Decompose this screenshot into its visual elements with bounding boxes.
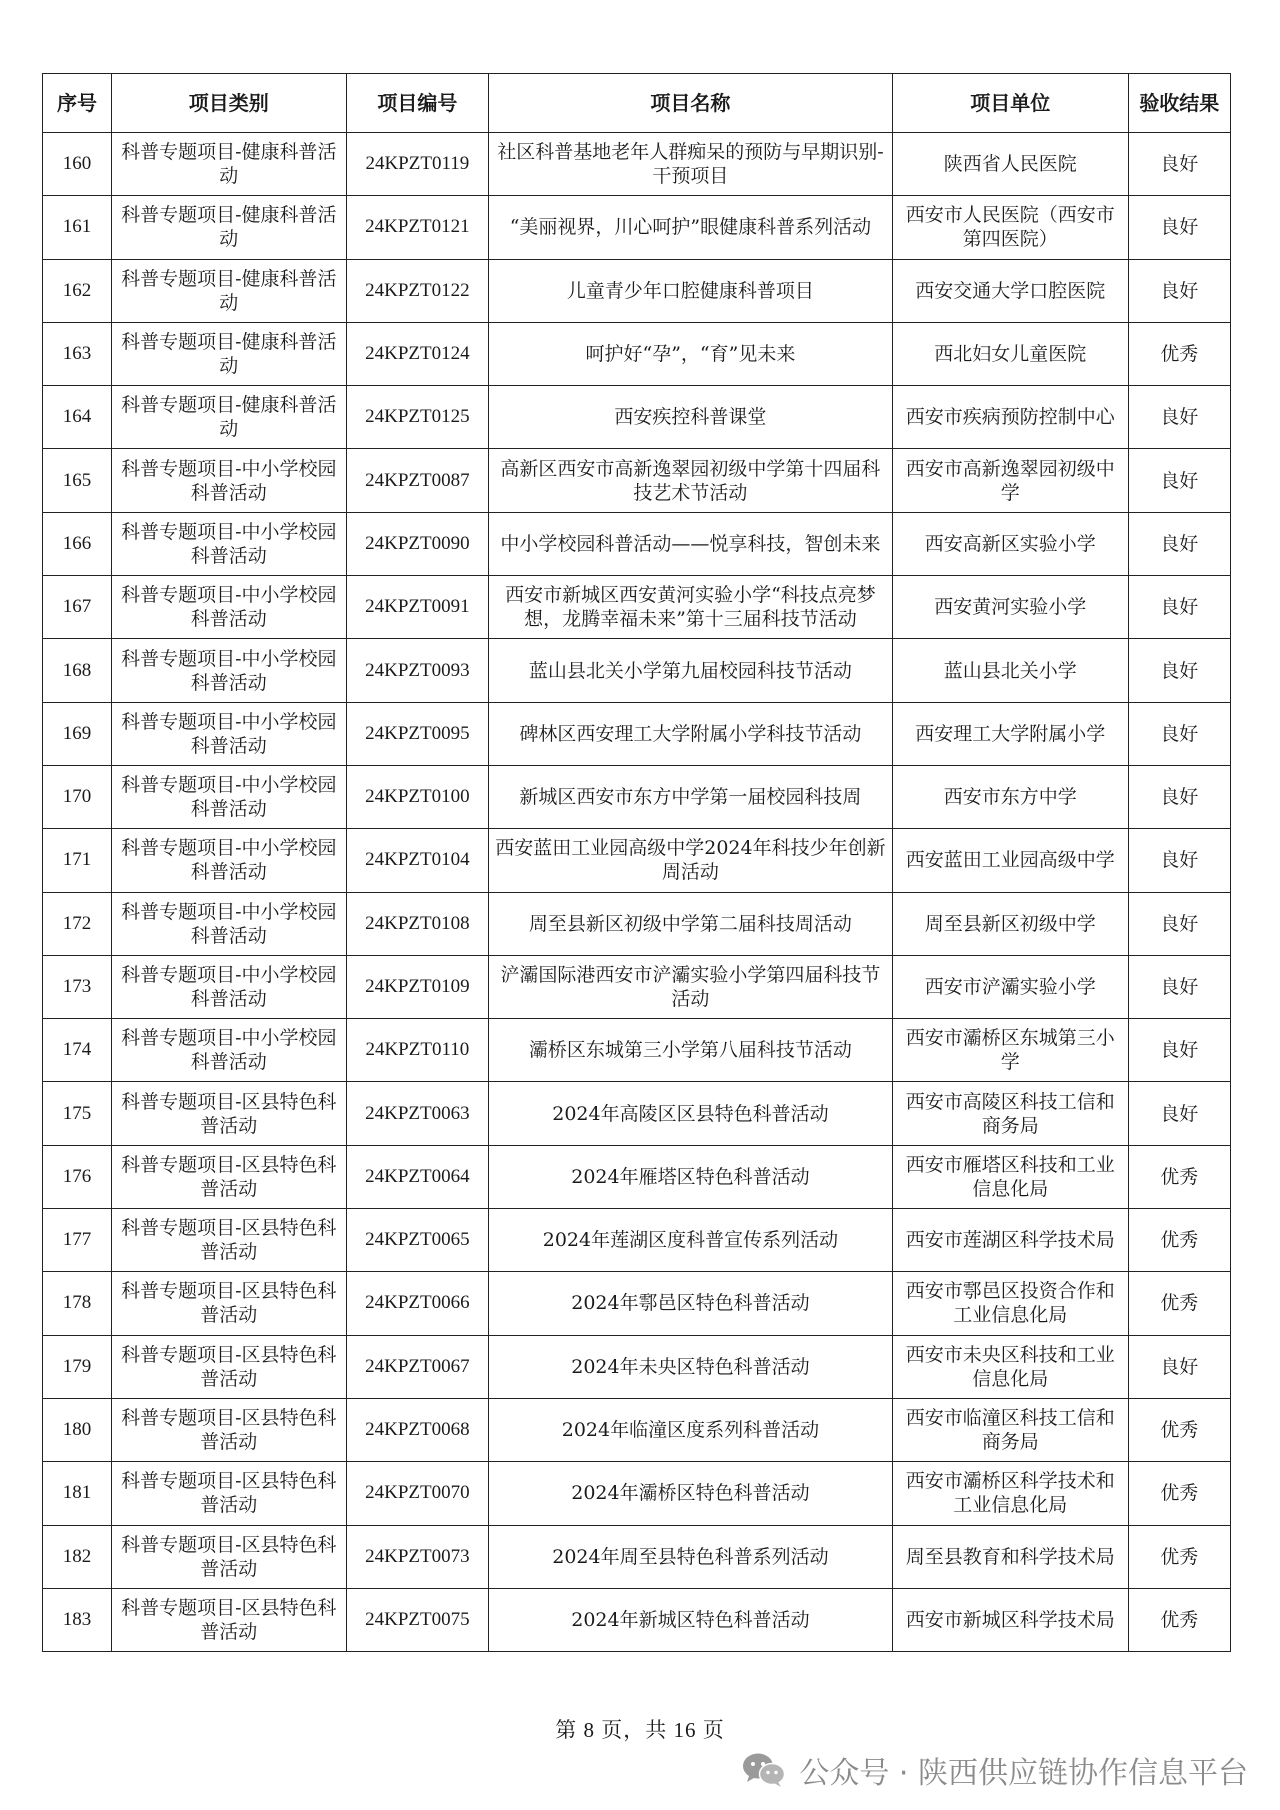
row-index: 162 xyxy=(43,259,112,322)
row-code: 24KPZT0122 xyxy=(346,259,488,322)
row-category: 科普专题项目-区县特色科普活动 xyxy=(111,1209,346,1272)
row-project-name: 西安疾控科普课堂 xyxy=(489,386,893,449)
row-code: 24KPZT0065 xyxy=(346,1209,488,1272)
row-unit: 西安市未央区科技和工业信息化局 xyxy=(892,1335,1128,1398)
row-project-name: 2024年莲湖区度科普宣传系列活动 xyxy=(489,1209,893,1272)
row-code: 24KPZT0064 xyxy=(346,1145,488,1208)
row-unit: 西安市临潼区科技工信和商务局 xyxy=(892,1398,1128,1461)
row-index: 174 xyxy=(43,1019,112,1082)
row-unit: 西安市疾病预防控制中心 xyxy=(892,386,1128,449)
row-code: 24KPZT0091 xyxy=(346,576,488,639)
row-result: 良好 xyxy=(1128,1335,1230,1398)
row-code: 24KPZT0095 xyxy=(346,702,488,765)
table-row xyxy=(43,639,1231,702)
row-project-name: 2024年雁塔区特色科普活动 xyxy=(489,1145,893,1208)
row-index: 180 xyxy=(43,1398,112,1461)
row-result: 良好 xyxy=(1128,196,1230,259)
row-result: 良好 xyxy=(1128,702,1230,765)
row-result: 优秀 xyxy=(1128,1462,1230,1525)
row-category: 科普专题项目-中小学校园科普活动 xyxy=(111,512,346,575)
table-row xyxy=(43,1209,1231,1272)
page-number: 第 8 页，共 16 页 xyxy=(555,1718,725,1742)
row-result: 良好 xyxy=(1128,1082,1230,1145)
row-result: 优秀 xyxy=(1128,1209,1230,1272)
row-index: 182 xyxy=(43,1525,112,1588)
row-index: 163 xyxy=(43,322,112,385)
row-index: 170 xyxy=(43,765,112,828)
table-header-row xyxy=(43,74,1231,133)
row-unit: 西安市东方中学 xyxy=(892,765,1128,828)
table-row xyxy=(43,1145,1231,1208)
row-result: 良好 xyxy=(1128,1019,1230,1082)
row-index: 164 xyxy=(43,386,112,449)
table-row xyxy=(43,829,1231,892)
row-unit: 周至县新区初级中学 xyxy=(892,892,1128,955)
row-result: 良好 xyxy=(1128,386,1230,449)
row-result: 优秀 xyxy=(1128,1272,1230,1335)
row-index: 166 xyxy=(43,512,112,575)
row-code: 24KPZT0093 xyxy=(346,639,488,702)
row-index: 165 xyxy=(43,449,112,512)
row-project-name: 中小学校园科普活动——悦享科技，智创未来 xyxy=(489,512,893,575)
row-index: 168 xyxy=(43,639,112,702)
row-code: 24KPZT0119 xyxy=(346,133,488,196)
row-result: 良好 xyxy=(1128,259,1230,322)
row-project-name: 社区科普基地老年人群痴呆的预防与早期识别-干预项目 xyxy=(489,133,893,196)
row-category: 科普专题项目-中小学校园科普活动 xyxy=(111,765,346,828)
table-row xyxy=(43,322,1231,385)
row-category: 科普专题项目-区县特色科普活动 xyxy=(111,1272,346,1335)
row-category: 科普专题项目-区县特色科普活动 xyxy=(111,1082,346,1145)
table-row xyxy=(43,1398,1231,1461)
table-row xyxy=(43,449,1231,512)
row-project-name: 蓝山县北关小学第九届校园科技节活动 xyxy=(489,639,893,702)
row-category: 科普专题项目-区县特色科普活动 xyxy=(111,1462,346,1525)
row-code: 24KPZT0124 xyxy=(346,322,488,385)
row-category: 科普专题项目-区县特色科普活动 xyxy=(111,1588,346,1651)
row-category: 科普专题项目-健康科普活动 xyxy=(111,322,346,385)
row-code: 24KPZT0073 xyxy=(346,1525,488,1588)
row-code: 24KPZT0100 xyxy=(346,765,488,828)
header-category: 项目类别 xyxy=(111,74,346,133)
row-unit: 西安市浐灞实验小学 xyxy=(892,955,1128,1018)
row-project-name: 西安蓝田工业园高级中学2024年科技少年创新周活动 xyxy=(489,829,893,892)
table-row xyxy=(43,892,1231,955)
row-code: 24KPZT0087 xyxy=(346,449,488,512)
table-row xyxy=(43,1462,1231,1525)
row-result: 良好 xyxy=(1128,955,1230,1018)
row-code: 24KPZT0109 xyxy=(346,955,488,1018)
row-project-name: 2024年新城区特色科普活动 xyxy=(489,1588,893,1651)
row-project-name: 儿童青少年口腔健康科普项目 xyxy=(489,259,893,322)
row-category: 科普专题项目-中小学校园科普活动 xyxy=(111,576,346,639)
row-project-name: 西安市新城区西安黄河实验小学“科技点亮梦想，龙腾幸福未来”第十三届科技节活动 xyxy=(489,576,893,639)
row-code: 24KPZT0067 xyxy=(346,1335,488,1398)
watermark-text: 公众号 · 陕西供应链协作信息平台 xyxy=(799,1756,1248,1791)
table-row xyxy=(43,1588,1231,1651)
watermark xyxy=(741,1748,1248,1792)
row-code: 24KPZT0108 xyxy=(346,892,488,955)
row-project-name: 2024年临潼区度系列科普活动 xyxy=(489,1398,893,1461)
row-result: 优秀 xyxy=(1128,322,1230,385)
row-unit: 西安市莲湖区科学技术局 xyxy=(892,1209,1128,1272)
row-unit: 西安市人民医院（西安市第四医院） xyxy=(892,196,1128,259)
row-project-name: 2024年灞桥区特色科普活动 xyxy=(489,1462,893,1525)
row-index: 176 xyxy=(43,1145,112,1208)
row-result: 优秀 xyxy=(1128,1145,1230,1208)
row-index: 169 xyxy=(43,702,112,765)
row-index: 172 xyxy=(43,892,112,955)
row-category: 科普专题项目-中小学校园科普活动 xyxy=(111,1019,346,1082)
row-project-name: 2024年高陵区区县特色科普活动 xyxy=(489,1082,893,1145)
row-index: 167 xyxy=(43,576,112,639)
row-unit: 西安交通大学口腔医院 xyxy=(892,259,1128,322)
row-index: 181 xyxy=(43,1462,112,1525)
header-result: 验收结果 xyxy=(1128,74,1230,133)
row-code: 24KPZT0110 xyxy=(346,1019,488,1082)
table-row xyxy=(43,133,1231,196)
row-project-name: 灞桥区东城第三小学第八届科技节活动 xyxy=(489,1019,893,1082)
header-unit: 项目单位 xyxy=(892,74,1128,133)
row-unit: 西安市鄠邑区投资合作和工业信息化局 xyxy=(892,1272,1128,1335)
row-project-name: 周至县新区初级中学第二届科技周活动 xyxy=(489,892,893,955)
row-project-name: 2024年鄠邑区特色科普活动 xyxy=(489,1272,893,1335)
row-project-name: “美丽视界，川心呵护”眼健康科普系列活动 xyxy=(489,196,893,259)
header-project-name: 项目名称 xyxy=(489,74,893,133)
row-code: 24KPZT0066 xyxy=(346,1272,488,1335)
row-result: 优秀 xyxy=(1128,1525,1230,1588)
row-unit: 西安市高新逸翠园初级中学 xyxy=(892,449,1128,512)
table-row xyxy=(43,765,1231,828)
row-category: 科普专题项目-中小学校园科普活动 xyxy=(111,955,346,1018)
results-sheet xyxy=(42,73,1231,1652)
row-code: 24KPZT0121 xyxy=(346,196,488,259)
row-unit: 蓝山县北关小学 xyxy=(892,639,1128,702)
row-result: 良好 xyxy=(1128,133,1230,196)
row-result: 良好 xyxy=(1128,892,1230,955)
table-row xyxy=(43,1525,1231,1588)
row-result: 优秀 xyxy=(1128,1588,1230,1651)
table-row xyxy=(43,259,1231,322)
row-unit: 西安市灞桥区科学技术和工业信息化局 xyxy=(892,1462,1128,1525)
row-category: 科普专题项目-中小学校园科普活动 xyxy=(111,829,346,892)
row-project-name: 高新区西安市高新逸翠园初级中学第十四届科技艺术节活动 xyxy=(489,449,893,512)
row-unit: 西安市高陵区科技工信和商务局 xyxy=(892,1082,1128,1145)
row-unit: 西安高新区实验小学 xyxy=(892,512,1128,575)
row-category: 科普专题项目-区县特色科普活动 xyxy=(111,1398,346,1461)
table-row xyxy=(43,386,1231,449)
table-row xyxy=(43,1335,1231,1398)
row-project-name: 呵护好“孕”，“育”见未来 xyxy=(489,322,893,385)
row-index: 177 xyxy=(43,1209,112,1272)
row-unit: 西北妇女儿童医院 xyxy=(892,322,1128,385)
row-category: 科普专题项目-中小学校园科普活动 xyxy=(111,639,346,702)
row-index: 178 xyxy=(43,1272,112,1335)
row-code: 24KPZT0068 xyxy=(346,1398,488,1461)
row-unit: 西安市雁塔区科技和工业信息化局 xyxy=(892,1145,1128,1208)
row-project-name: 碑林区西安理工大学附属小学科技节活动 xyxy=(489,702,893,765)
row-result: 良好 xyxy=(1128,639,1230,702)
row-code: 24KPZT0063 xyxy=(346,1082,488,1145)
row-unit: 西安蓝田工业园高级中学 xyxy=(892,829,1128,892)
row-category: 科普专题项目-区县特色科普活动 xyxy=(111,1525,346,1588)
row-project-name: 2024年未央区特色科普活动 xyxy=(489,1335,893,1398)
row-result: 良好 xyxy=(1128,449,1230,512)
table-row xyxy=(43,1019,1231,1082)
row-category: 科普专题项目-健康科普活动 xyxy=(111,196,346,259)
row-code: 24KPZT0070 xyxy=(346,1462,488,1525)
row-unit: 陕西省人民医院 xyxy=(892,133,1128,196)
table-row xyxy=(43,1082,1231,1145)
row-index: 183 xyxy=(43,1588,112,1651)
row-category: 科普专题项目-健康科普活动 xyxy=(111,133,346,196)
row-result: 良好 xyxy=(1128,512,1230,575)
row-index: 161 xyxy=(43,196,112,259)
row-category: 科普专题项目-中小学校园科普活动 xyxy=(111,892,346,955)
row-result: 优秀 xyxy=(1128,1398,1230,1461)
row-result: 良好 xyxy=(1128,765,1230,828)
row-category: 科普专题项目-中小学校园科普活动 xyxy=(111,449,346,512)
wechat-icon xyxy=(741,1751,787,1789)
table-row xyxy=(43,196,1231,259)
row-category: 科普专题项目-区县特色科普活动 xyxy=(111,1145,346,1208)
table-row xyxy=(43,512,1231,575)
row-index: 173 xyxy=(43,955,112,1018)
row-index: 175 xyxy=(43,1082,112,1145)
row-result: 良好 xyxy=(1128,829,1230,892)
header-code: 项目编号 xyxy=(346,74,488,133)
row-code: 24KPZT0075 xyxy=(346,1588,488,1651)
row-unit: 西安理工大学附属小学 xyxy=(892,702,1128,765)
row-index: 171 xyxy=(43,829,112,892)
header-index: 序号 xyxy=(43,74,112,133)
row-project-name: 2024年周至县特色科普系列活动 xyxy=(489,1525,893,1588)
row-category: 科普专题项目-区县特色科普活动 xyxy=(111,1335,346,1398)
row-unit: 西安市灞桥区东城第三小学 xyxy=(892,1019,1128,1082)
table-row xyxy=(43,955,1231,1018)
row-category: 科普专题项目-健康科普活动 xyxy=(111,259,346,322)
row-index: 160 xyxy=(43,133,112,196)
acceptance-results-table xyxy=(42,73,1231,1652)
row-project-name: 新城区西安市东方中学第一届校园科技周 xyxy=(489,765,893,828)
table-body xyxy=(43,133,1231,1652)
row-code: 24KPZT0090 xyxy=(346,512,488,575)
row-index: 179 xyxy=(43,1335,112,1398)
row-category: 科普专题项目-中小学校园科普活动 xyxy=(111,702,346,765)
table-row xyxy=(43,576,1231,639)
row-code: 24KPZT0104 xyxy=(346,829,488,892)
row-category: 科普专题项目-健康科普活动 xyxy=(111,386,346,449)
row-project-name: 浐灞国际港西安市浐灞实验小学第四届科技节活动 xyxy=(489,955,893,1018)
table-row xyxy=(43,1272,1231,1335)
row-unit: 周至县教育和科学技术局 xyxy=(892,1525,1128,1588)
row-unit: 西安市新城区科学技术局 xyxy=(892,1588,1128,1651)
row-code: 24KPZT0125 xyxy=(346,386,488,449)
table-row xyxy=(43,702,1231,765)
row-unit: 西安黄河实验小学 xyxy=(892,576,1128,639)
row-result: 良好 xyxy=(1128,576,1230,639)
